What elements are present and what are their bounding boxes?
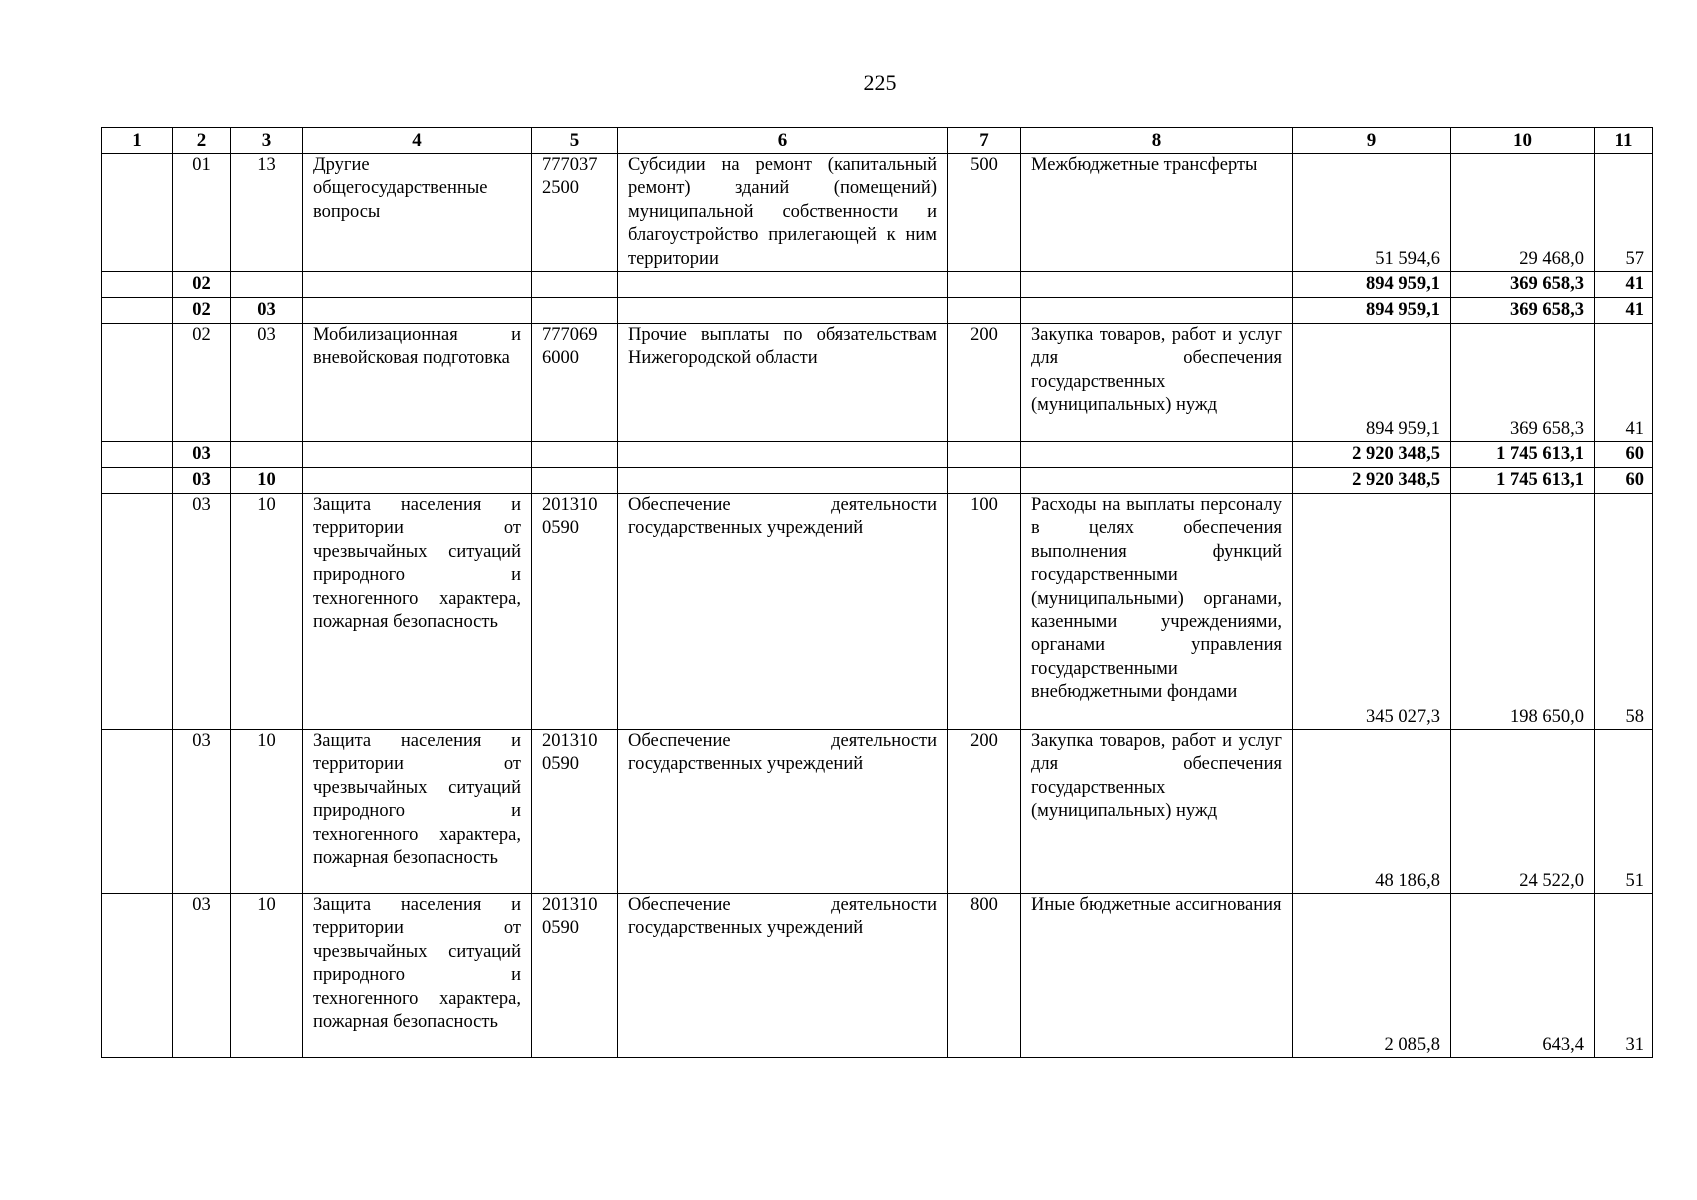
cell-article-name: Обеспечение деятельности государственных учреждений	[618, 894, 948, 1058]
cell-subsection	[231, 272, 303, 298]
cell-subsection: 10	[231, 468, 303, 494]
cell-col1	[102, 442, 173, 468]
table-row	[102, 324, 1653, 442]
header-col-6: 6	[618, 128, 948, 154]
cell-article-name	[618, 442, 948, 468]
cell-target-article: 201310 0590	[532, 730, 618, 894]
page-number: 225	[863, 70, 897, 95]
cell-percent: 31	[1595, 894, 1653, 1058]
header-row	[102, 128, 1653, 154]
cell-target-article: 201310 0590	[532, 494, 618, 730]
cell-percent: 51	[1595, 730, 1653, 894]
cell-article-name: Прочие выплаты по обязательствам Нижегородской области	[618, 324, 948, 442]
header-col-8: 8	[1021, 128, 1293, 154]
cell-section-name: Другие общегосударственные вопросы	[303, 154, 532, 272]
cell-actual: 369 658,3	[1451, 272, 1595, 298]
cell-section: 03	[173, 494, 231, 730]
cell-plan: 48 186,8	[1293, 730, 1451, 894]
cell-percent: 58	[1595, 494, 1653, 730]
cell-expense-type-name	[1021, 442, 1293, 468]
cell-article-name	[618, 272, 948, 298]
cell-target-article	[532, 298, 618, 324]
cell-article-name	[618, 298, 948, 324]
cell-section-name: Защита населения и территории от чрезвычайных ситуаций природного и техногенного характера, пожарная безопасность	[303, 894, 532, 1058]
cell-expense-type-name	[1021, 298, 1293, 324]
cell-section: 01	[173, 154, 231, 272]
cell-article-name: Обеспечение деятельности государственных учреждений	[618, 730, 948, 894]
cell-plan: 51 594,6	[1293, 154, 1451, 272]
cell-actual: 29 468,0	[1451, 154, 1595, 272]
cell-expense-type-name: Закупка товаров, работ и услуг для обеспечения государственных (муниципальных) нужд	[1021, 324, 1293, 442]
cell-target-article: 201310 0590	[532, 894, 618, 1058]
table-row	[102, 154, 1653, 272]
cell-actual: 643,4	[1451, 894, 1595, 1058]
header-col-10: 10	[1451, 128, 1595, 154]
cell-col1	[102, 272, 173, 298]
cell-expense-type: 500	[948, 154, 1021, 272]
cell-col1	[102, 730, 173, 894]
budget-table	[101, 127, 1653, 1058]
cell-actual: 369 658,3	[1451, 298, 1595, 324]
cell-section: 02	[173, 324, 231, 442]
cell-expense-type: 100	[948, 494, 1021, 730]
table-row	[102, 272, 1653, 298]
cell-section-name	[303, 298, 532, 324]
cell-expense-type-name: Расходы на выплаты персоналу в целях обеспечения выполнения функций государственными (муниципальными) органами, казенными учреждениями, органами управления государственными внебюджетными фондами	[1021, 494, 1293, 730]
cell-section-name	[303, 468, 532, 494]
cell-plan: 2 085,8	[1293, 894, 1451, 1058]
table-row	[102, 468, 1653, 494]
cell-section: 03	[173, 468, 231, 494]
cell-expense-type: 200	[948, 730, 1021, 894]
cell-percent: 60	[1595, 442, 1653, 468]
cell-expense-type: 800	[948, 894, 1021, 1058]
cell-expense-type	[948, 468, 1021, 494]
cell-plan: 2 920 348,5	[1293, 468, 1451, 494]
cell-expense-type: 200	[948, 324, 1021, 442]
cell-expense-type-name: Межбюджетные трансферты	[1021, 154, 1293, 272]
header-col-9: 9	[1293, 128, 1451, 154]
cell-plan: 2 920 348,5	[1293, 442, 1451, 468]
header-col-2: 2	[173, 128, 231, 154]
cell-article-name: Субсидии на ремонт (капитальный ремонт) зданий (помещений) муниципальной собственности и благоустройство прилегающей к ним территории	[618, 154, 948, 272]
cell-col1	[102, 154, 173, 272]
header-col-11: 11	[1595, 128, 1653, 154]
cell-section-name	[303, 272, 532, 298]
cell-percent: 57	[1595, 154, 1653, 272]
header-col-4: 4	[303, 128, 532, 154]
header-col-7: 7	[948, 128, 1021, 154]
cell-col1	[102, 324, 173, 442]
cell-actual: 198 650,0	[1451, 494, 1595, 730]
cell-expense-type-name: Закупка товаров, работ и услуг для обеспечения государственных (муниципальных) нужд	[1021, 730, 1293, 894]
cell-expense-type-name	[1021, 272, 1293, 298]
cell-expense-type-name: Иные бюджетные ассигнования	[1021, 894, 1293, 1058]
cell-subsection: 03	[231, 324, 303, 442]
cell-subsection: 03	[231, 298, 303, 324]
header-col-1: 1	[102, 128, 173, 154]
cell-subsection: 10	[231, 894, 303, 1058]
cell-col1	[102, 894, 173, 1058]
cell-actual: 369 658,3	[1451, 324, 1595, 442]
cell-target-article	[532, 442, 618, 468]
cell-section: 02	[173, 272, 231, 298]
cell-subsection	[231, 442, 303, 468]
cell-subsection: 13	[231, 154, 303, 272]
cell-plan: 894 959,1	[1293, 272, 1451, 298]
header-col-5: 5	[532, 128, 618, 154]
table-row	[102, 442, 1653, 468]
cell-section-name: Защита населения и территории от чрезвычайных ситуаций природного и техногенного характера, пожарная безопасность	[303, 494, 532, 730]
cell-article-name	[618, 468, 948, 494]
cell-percent: 41	[1595, 324, 1653, 442]
cell-expense-type-name	[1021, 468, 1293, 494]
table-row	[102, 730, 1653, 894]
cell-actual: 24 522,0	[1451, 730, 1595, 894]
cell-section: 02	[173, 298, 231, 324]
cell-col1	[102, 298, 173, 324]
cell-subsection: 10	[231, 494, 303, 730]
cell-actual: 1 745 613,1	[1451, 442, 1595, 468]
cell-target-article: 777037 2500	[532, 154, 618, 272]
cell-subsection: 10	[231, 730, 303, 894]
cell-section-name	[303, 442, 532, 468]
cell-target-article	[532, 272, 618, 298]
cell-percent: 41	[1595, 298, 1653, 324]
cell-actual: 1 745 613,1	[1451, 468, 1595, 494]
cell-col1	[102, 494, 173, 730]
cell-percent: 41	[1595, 272, 1653, 298]
cell-plan: 345 027,3	[1293, 494, 1451, 730]
cell-col1	[102, 468, 173, 494]
table-row	[102, 494, 1653, 730]
cell-expense-type	[948, 272, 1021, 298]
cell-section-name: Мобилизационная и вневойсковая подготовка	[303, 324, 532, 442]
cell-target-article	[532, 468, 618, 494]
cell-section: 03	[173, 442, 231, 468]
cell-plan: 894 959,1	[1293, 324, 1451, 442]
cell-section-name: Защита населения и территории от чрезвычайных ситуаций природного и техногенного характера, пожарная безопасность	[303, 730, 532, 894]
table-row	[102, 298, 1653, 324]
cell-percent: 60	[1595, 468, 1653, 494]
cell-plan: 894 959,1	[1293, 298, 1451, 324]
header-col-3: 3	[231, 128, 303, 154]
cell-section: 03	[173, 894, 231, 1058]
cell-expense-type	[948, 298, 1021, 324]
cell-expense-type	[948, 442, 1021, 468]
cell-target-article: 777069 6000	[532, 324, 618, 442]
cell-article-name: Обеспечение деятельности государственных учреждений	[618, 494, 948, 730]
cell-section: 03	[173, 730, 231, 894]
table-row	[102, 894, 1653, 1058]
